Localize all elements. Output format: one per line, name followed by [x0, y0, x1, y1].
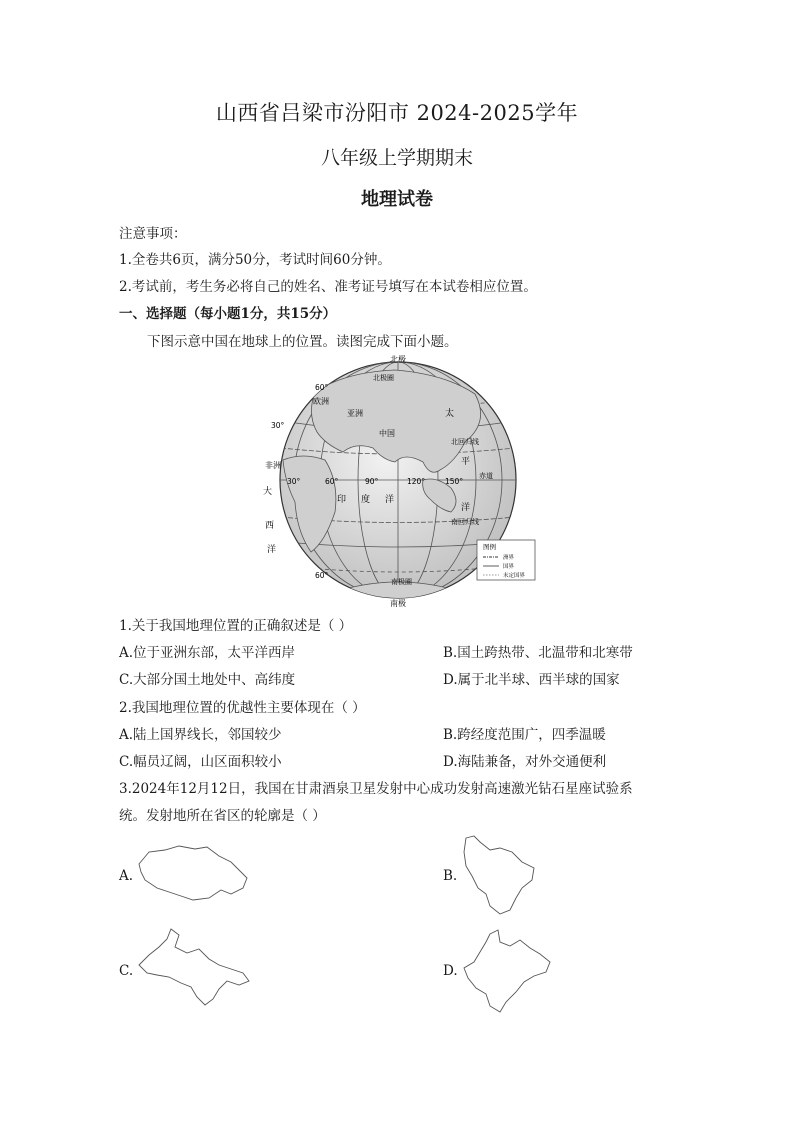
label-lon-30: 30°: [287, 477, 301, 486]
label-north-pole: 北极: [390, 355, 406, 364]
q3-option-b-label[interactable]: B.: [443, 868, 458, 884]
label-atlantic-2: 西: [265, 521, 275, 531]
section-heading: 一、选择题（每小题1分，共15分）: [119, 306, 337, 322]
q1-option-d[interactable]: D.属于北半球、西半球的国家: [443, 672, 620, 688]
label-africa: 非洲: [265, 461, 281, 470]
notes-item-1: 1.全卷共6页，满分50分，考试时间60分钟。: [119, 252, 391, 268]
q2-option-b[interactable]: B.跨经度范围广，四季温暖: [443, 727, 606, 743]
svg-text:国界: 国界: [503, 564, 515, 570]
province-outline-b[interactable]: [460, 832, 540, 917]
q2-option-a[interactable]: A.陆上国界线长，邻国较少: [119, 727, 282, 743]
label-lon-60: 60°: [325, 477, 339, 486]
label-lon-90: 90°: [365, 477, 379, 486]
map-legend: [477, 540, 535, 580]
q3-option-a-label[interactable]: A.: [119, 868, 134, 884]
svg-text:洲界: 洲界: [503, 555, 515, 561]
label-pacific-1: 太: [445, 409, 455, 419]
label-tropic-capricorn: 南回归线: [451, 518, 479, 526]
q1-option-a[interactable]: A.位于亚洲东部，太平洋西岸: [119, 645, 296, 661]
q2-option-d[interactable]: D.海陆兼备，对外交通便利: [443, 754, 607, 770]
label-china: 中国: [379, 429, 395, 438]
label-europe: 欧洲: [313, 397, 329, 406]
globe-map: [255, 352, 545, 610]
q3-stem-line1: 3.2024年12月12日，我国在甘肃酒泉卫星发射中心成功发射高速激光钻石星座试验系: [119, 781, 633, 797]
notes-heading: 注意事项：: [119, 226, 187, 242]
label-tropic-cancer: 北回归线: [451, 438, 479, 446]
label-asia: 亚洲: [347, 409, 363, 418]
q1-option-b[interactable]: B.国土跨热带、北温带和北寒带: [443, 645, 633, 661]
q1-option-c[interactable]: C.大部分国土地处中、高纬度: [119, 672, 296, 688]
exam-title-line3: 地理试卷: [361, 189, 433, 210]
q2-option-c[interactable]: C.幅员辽阔，山区面积较小: [119, 754, 282, 770]
svg-text:未定国界: 未定国界: [503, 573, 526, 579]
label-lon-120: 120°: [407, 477, 426, 486]
province-outline-a[interactable]: [135, 842, 250, 907]
label-indian-2: 度: [361, 495, 371, 505]
label-south-pole: 南极: [390, 599, 406, 608]
q3-option-d-label[interactable]: D.: [443, 963, 458, 979]
q3-option-c-label[interactable]: C.: [119, 963, 134, 979]
label-equator: 赤道: [479, 472, 493, 480]
section-intro: 下图示意中国在地球上的位置。读图完成下面小题。: [147, 334, 458, 350]
label-indian-1: 印: [337, 495, 347, 505]
province-outline-c[interactable]: [135, 925, 260, 1010]
label-arctic-circle: 北极圈: [373, 374, 394, 382]
q1-stem: 1.关于我国地理位置的正确叙述是（ ）: [119, 618, 353, 634]
label-pacific-2: 平: [461, 457, 471, 467]
label-lat-60s: 60°: [315, 571, 329, 580]
q2-stem: 2.我国地理位置的优越性主要体现在（ ）: [119, 700, 366, 716]
exam-title-line2: 八年级上学期期末: [320, 147, 473, 169]
svg-text:图例: 图例: [483, 543, 496, 551]
label-pacific-3: 洋: [461, 503, 471, 513]
label-lon-150: 150°: [445, 477, 464, 486]
q3-stem-line2: 统。发射地所在省区的轮廓是（ ）: [119, 808, 326, 824]
label-indian-3: 洋: [385, 495, 395, 505]
label-atlantic-1: 大: [263, 487, 273, 497]
exam-title-line1: 山西省吕梁市汾阳市 2024-2025学年: [215, 101, 579, 125]
province-outline-d[interactable]: [460, 928, 560, 1016]
label-lat-60n: 60°: [315, 383, 329, 392]
notes-item-2: 2.考试前，考生务必将自己的姓名、准考证号填写在本试卷相应位置。: [119, 279, 537, 295]
label-atlantic-3: 洋: [267, 545, 277, 555]
label-antarctic-circle: 南极圈: [391, 578, 412, 586]
label-lat-30n: 30°: [271, 421, 285, 430]
